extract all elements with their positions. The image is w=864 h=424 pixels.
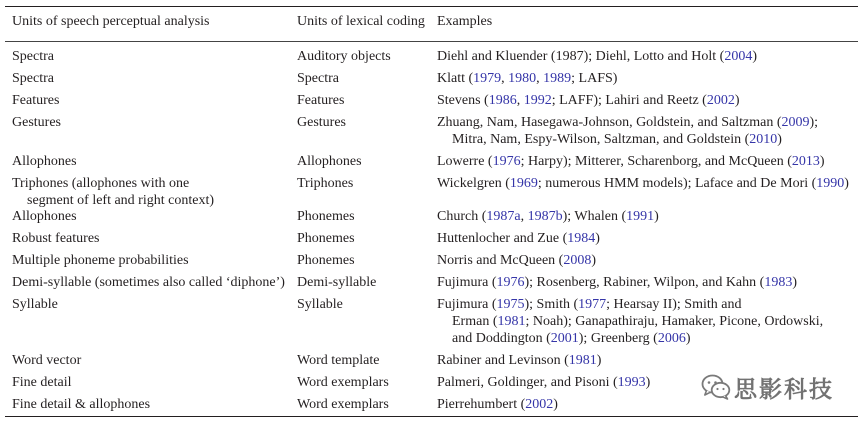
citation-year-link[interactable]: 1990 xyxy=(816,176,845,191)
citation-year-link[interactable]: 2006 xyxy=(657,331,686,346)
citation-year-link[interactable]: 1993 xyxy=(617,375,646,390)
citation-year-link[interactable]: 1989 xyxy=(543,71,572,86)
perceptual-unit-text: Syllable xyxy=(12,297,58,312)
examples-cell xyxy=(437,230,858,247)
lexical-unit-cell xyxy=(297,296,437,313)
perceptual-unit-text: Multiple phoneme probabilities xyxy=(12,253,189,268)
perceptual-unit-cell xyxy=(12,48,297,65)
table-row xyxy=(5,46,858,68)
citation-year-link[interactable]: 2002 xyxy=(706,93,735,108)
lexical-unit-text: Spectra xyxy=(297,71,339,86)
perceptual-unit-cell xyxy=(12,252,297,269)
example-text: ) xyxy=(792,275,797,290)
example-text: ) xyxy=(685,331,691,346)
examples-line xyxy=(437,352,858,369)
lexical-unit-cell xyxy=(297,114,437,131)
table-header-row xyxy=(5,7,858,42)
citation-year-link[interactable]: 1976 xyxy=(496,275,525,290)
example-text: ); Rosenberg, Rabiner, Wilpon, and Kahn ( xyxy=(524,275,765,290)
perceptual-unit-text: Spectra xyxy=(12,49,54,64)
example-text: ) xyxy=(844,176,849,191)
examples-cell xyxy=(437,153,858,170)
example-text: ; numerous HMM models); Laface and De Mori ( xyxy=(537,176,817,191)
examples-line xyxy=(437,313,858,330)
examples-cell xyxy=(437,48,858,65)
citation-year-link[interactable]: 1983 xyxy=(764,275,793,290)
lexical-unit-text: Auditory objects xyxy=(297,49,391,64)
perceptual-unit-cell xyxy=(12,208,297,225)
example-text: ) xyxy=(777,132,782,147)
examples-line xyxy=(437,330,858,347)
examples-line xyxy=(437,175,858,192)
lexical-unit-cell xyxy=(297,230,437,247)
example-text: Diehl and Kluender (1987); Diehl, Lotto and Holt ( xyxy=(437,49,725,64)
perceptual-unit-text: Features xyxy=(12,93,60,108)
table-row xyxy=(5,350,858,372)
citation-year-link[interactable]: 1975 xyxy=(496,297,525,312)
perceptual-unit-text: Gestures xyxy=(12,115,61,130)
example-text: Pierrehumbert ( xyxy=(437,397,526,412)
citation-year-link[interactable]: 2010 xyxy=(749,132,778,147)
lexical-unit-cell xyxy=(297,208,437,225)
reference-table xyxy=(5,6,858,417)
lexical-unit-cell xyxy=(297,274,437,291)
lexical-unit-text: Phonemes xyxy=(297,209,355,224)
lexical-unit-text: Phonemes xyxy=(297,253,355,268)
examples-cell xyxy=(437,296,858,347)
perceptual-unit-cell xyxy=(12,352,297,369)
citation-year-link[interactable]: 1986 xyxy=(488,93,517,108)
watermark xyxy=(701,371,834,404)
lexical-unit-text: Syllable xyxy=(297,297,343,312)
example-text: , xyxy=(501,71,509,86)
citation-year-link[interactable]: 2001 xyxy=(550,331,579,346)
example-text: ; Hearsay II); Smith and xyxy=(606,297,742,312)
examples-line xyxy=(437,296,858,313)
example-text: Wickelgren ( xyxy=(437,176,510,191)
table-row xyxy=(5,250,858,272)
example-text: ); Whalen ( xyxy=(562,209,627,224)
perceptual-unit-text: Allophones xyxy=(12,209,77,224)
table-row xyxy=(5,294,858,350)
perceptual-unit-text: Robust features xyxy=(12,231,100,246)
citation-year-link[interactable]: 1977 xyxy=(578,297,607,312)
example-text: ); Smith ( xyxy=(524,297,579,312)
citation-year-link[interactable]: 2004 xyxy=(724,49,753,64)
example-text: , xyxy=(536,71,544,86)
example-text: , xyxy=(516,93,524,108)
lexical-unit-text: Features xyxy=(297,93,345,108)
perceptual-unit-cell xyxy=(12,230,297,247)
example-text: Palmeri, Goldinger, and Pisoni ( xyxy=(437,375,618,390)
example-text: Fujimura ( xyxy=(437,275,497,290)
lexical-unit-cell xyxy=(297,175,437,192)
citation-year-link[interactable]: 2013 xyxy=(791,154,820,169)
examples-cell xyxy=(437,92,858,109)
example-text: ) xyxy=(596,353,602,368)
citation-year-link[interactable]: 1976 xyxy=(492,154,521,169)
citation-year-link[interactable]: 1987a xyxy=(486,209,521,224)
perceptual-unit-cell xyxy=(12,274,297,291)
perceptual-unit-cell xyxy=(12,153,297,170)
examples-cell xyxy=(437,208,858,225)
examples-line xyxy=(437,70,858,87)
citation-year-link[interactable]: 1984 xyxy=(567,231,596,246)
examples-line xyxy=(437,230,858,247)
example-text: Church ( xyxy=(437,209,487,224)
lexical-unit-text: Allophones xyxy=(297,154,362,169)
perceptual-unit-text: Spectra xyxy=(12,71,54,86)
citation-year-link[interactable]: 1969 xyxy=(509,176,538,191)
example-text: ; Noah); Ganapathiraju, Hamaker, Picone, Ordowski, xyxy=(525,314,824,329)
citation-year-link[interactable]: 1981 xyxy=(497,314,526,329)
perceptual-unit-text: segment of left and right context) xyxy=(27,193,214,208)
example-text: ) xyxy=(752,49,757,64)
examples-cell xyxy=(437,274,858,291)
lexical-unit-text: Phonemes xyxy=(297,231,355,246)
perceptual-unit-text: Word vector xyxy=(12,353,82,368)
watermark-text: 思影科技 xyxy=(734,377,834,403)
example-text: Norris and McQueen ( xyxy=(437,253,564,268)
perceptual-unit-cell xyxy=(12,70,297,87)
examples-line xyxy=(437,153,858,170)
table-row xyxy=(5,272,858,294)
example-text: Mitra, Nam, Espy-Wilson, Saltzman, and Goldstein ( xyxy=(452,132,750,147)
example-text: ; LAFF); Lahiri and Reetz ( xyxy=(551,93,707,108)
citation-year-link[interactable]: 2009 xyxy=(781,115,810,130)
example-text: Fujimura ( xyxy=(437,297,497,312)
citation-year-link[interactable]: 2002 xyxy=(525,397,554,412)
lexical-unit-cell xyxy=(297,252,437,269)
wechat-icon xyxy=(701,374,731,401)
perceptual-unit-cell xyxy=(12,175,297,209)
examples-cell xyxy=(437,114,858,148)
column-header-perceptual-units: Units of speech perceptual analysis xyxy=(12,13,210,29)
lexical-unit-text: Demi-syllable xyxy=(297,275,377,290)
lexical-unit-cell xyxy=(297,48,437,65)
example-text: Lowerre ( xyxy=(437,154,493,169)
example-text: ) xyxy=(553,397,558,412)
table-row xyxy=(5,68,858,90)
perceptual-unit-cell xyxy=(12,396,297,413)
examples-line xyxy=(437,48,858,65)
citation-year-link[interactable]: 1980 xyxy=(508,71,537,86)
example-text: ); Greenberg ( xyxy=(578,331,658,346)
lexical-unit-text: Word exemplars xyxy=(297,375,389,390)
perceptual-unit-text: Demi-syllable (sometimes also called ‘diphone’) xyxy=(12,275,285,290)
lexical-unit-cell xyxy=(297,70,437,87)
perceptual-unit-cell xyxy=(12,374,297,391)
example-text: and Doddington ( xyxy=(452,331,551,346)
example-text: ; Harpy); Mitterer, Scharenborg, and McQueen ( xyxy=(520,154,792,169)
example-text: Erman ( xyxy=(452,314,498,329)
examples-cell xyxy=(437,70,858,87)
examples-line xyxy=(437,92,858,109)
lexical-unit-text: Word template xyxy=(297,353,380,368)
lexical-unit-cell xyxy=(297,92,437,109)
examples-cell xyxy=(437,252,858,269)
examples-cell xyxy=(437,352,858,369)
table-body xyxy=(5,42,858,416)
example-text: Stevens ( xyxy=(437,93,489,108)
example-text: ) xyxy=(645,375,651,390)
examples-line xyxy=(437,274,858,291)
example-text: ) xyxy=(819,154,825,169)
example-text: ) xyxy=(654,209,659,224)
table-row xyxy=(5,112,858,151)
lexical-unit-cell xyxy=(297,153,437,170)
lexical-unit-cell xyxy=(297,374,437,391)
examples-cell xyxy=(437,175,858,192)
table-row xyxy=(5,151,858,173)
example-text: ) xyxy=(595,231,600,246)
example-text: ; LAFS) xyxy=(571,71,618,86)
perceptual-unit-cell xyxy=(12,114,297,131)
citation-year-link[interactable]: 2008 xyxy=(563,253,592,268)
example-text: Klatt ( xyxy=(437,71,474,86)
column-header-examples: Examples xyxy=(437,13,493,29)
lexical-unit-text: Word exemplars xyxy=(297,397,389,412)
citation-year-link[interactable]: 1981 xyxy=(568,353,597,368)
perceptual-unit-cell xyxy=(12,296,297,313)
perceptual-unit-text: Allophones xyxy=(12,154,77,169)
citation-year-link[interactable]: 1992 xyxy=(523,93,552,108)
table-row xyxy=(5,90,858,112)
column-header-lexical-units: Units of lexical coding xyxy=(297,13,425,29)
perceptual-unit-cell xyxy=(12,92,297,109)
examples-line xyxy=(437,114,858,131)
perceptual-unit-text: Fine detail xyxy=(12,375,72,390)
citation-year-link[interactable]: 1987b xyxy=(527,209,563,224)
examples-line xyxy=(437,252,858,269)
examples-line xyxy=(437,208,858,225)
citation-year-link[interactable]: 1979 xyxy=(473,71,502,86)
example-text: Rabiner and Levinson ( xyxy=(437,353,569,368)
examples-line xyxy=(437,131,858,148)
lexical-unit-cell xyxy=(297,396,437,413)
lexical-unit-text: Triphones xyxy=(297,176,354,191)
perceptual-unit-text: Fine detail & allophones xyxy=(12,397,151,412)
example-text: ); xyxy=(809,115,819,130)
lexical-unit-text: Gestures xyxy=(297,115,346,130)
lexical-unit-cell xyxy=(297,352,437,369)
example-text: ) xyxy=(734,93,740,108)
example-text: Huttenlocher and Zue ( xyxy=(437,231,568,246)
citation-year-link[interactable]: 1991 xyxy=(626,209,655,224)
example-text: Zhuang, Nam, Hasegawa-Johnson, Goldstein, and Saltzman ( xyxy=(437,115,782,130)
perceptual-unit-text: Triphones (allophones with one xyxy=(12,176,190,191)
example-text: ) xyxy=(591,253,597,268)
table-row xyxy=(5,206,858,228)
table-row xyxy=(5,228,858,250)
example-text: , xyxy=(520,209,528,224)
